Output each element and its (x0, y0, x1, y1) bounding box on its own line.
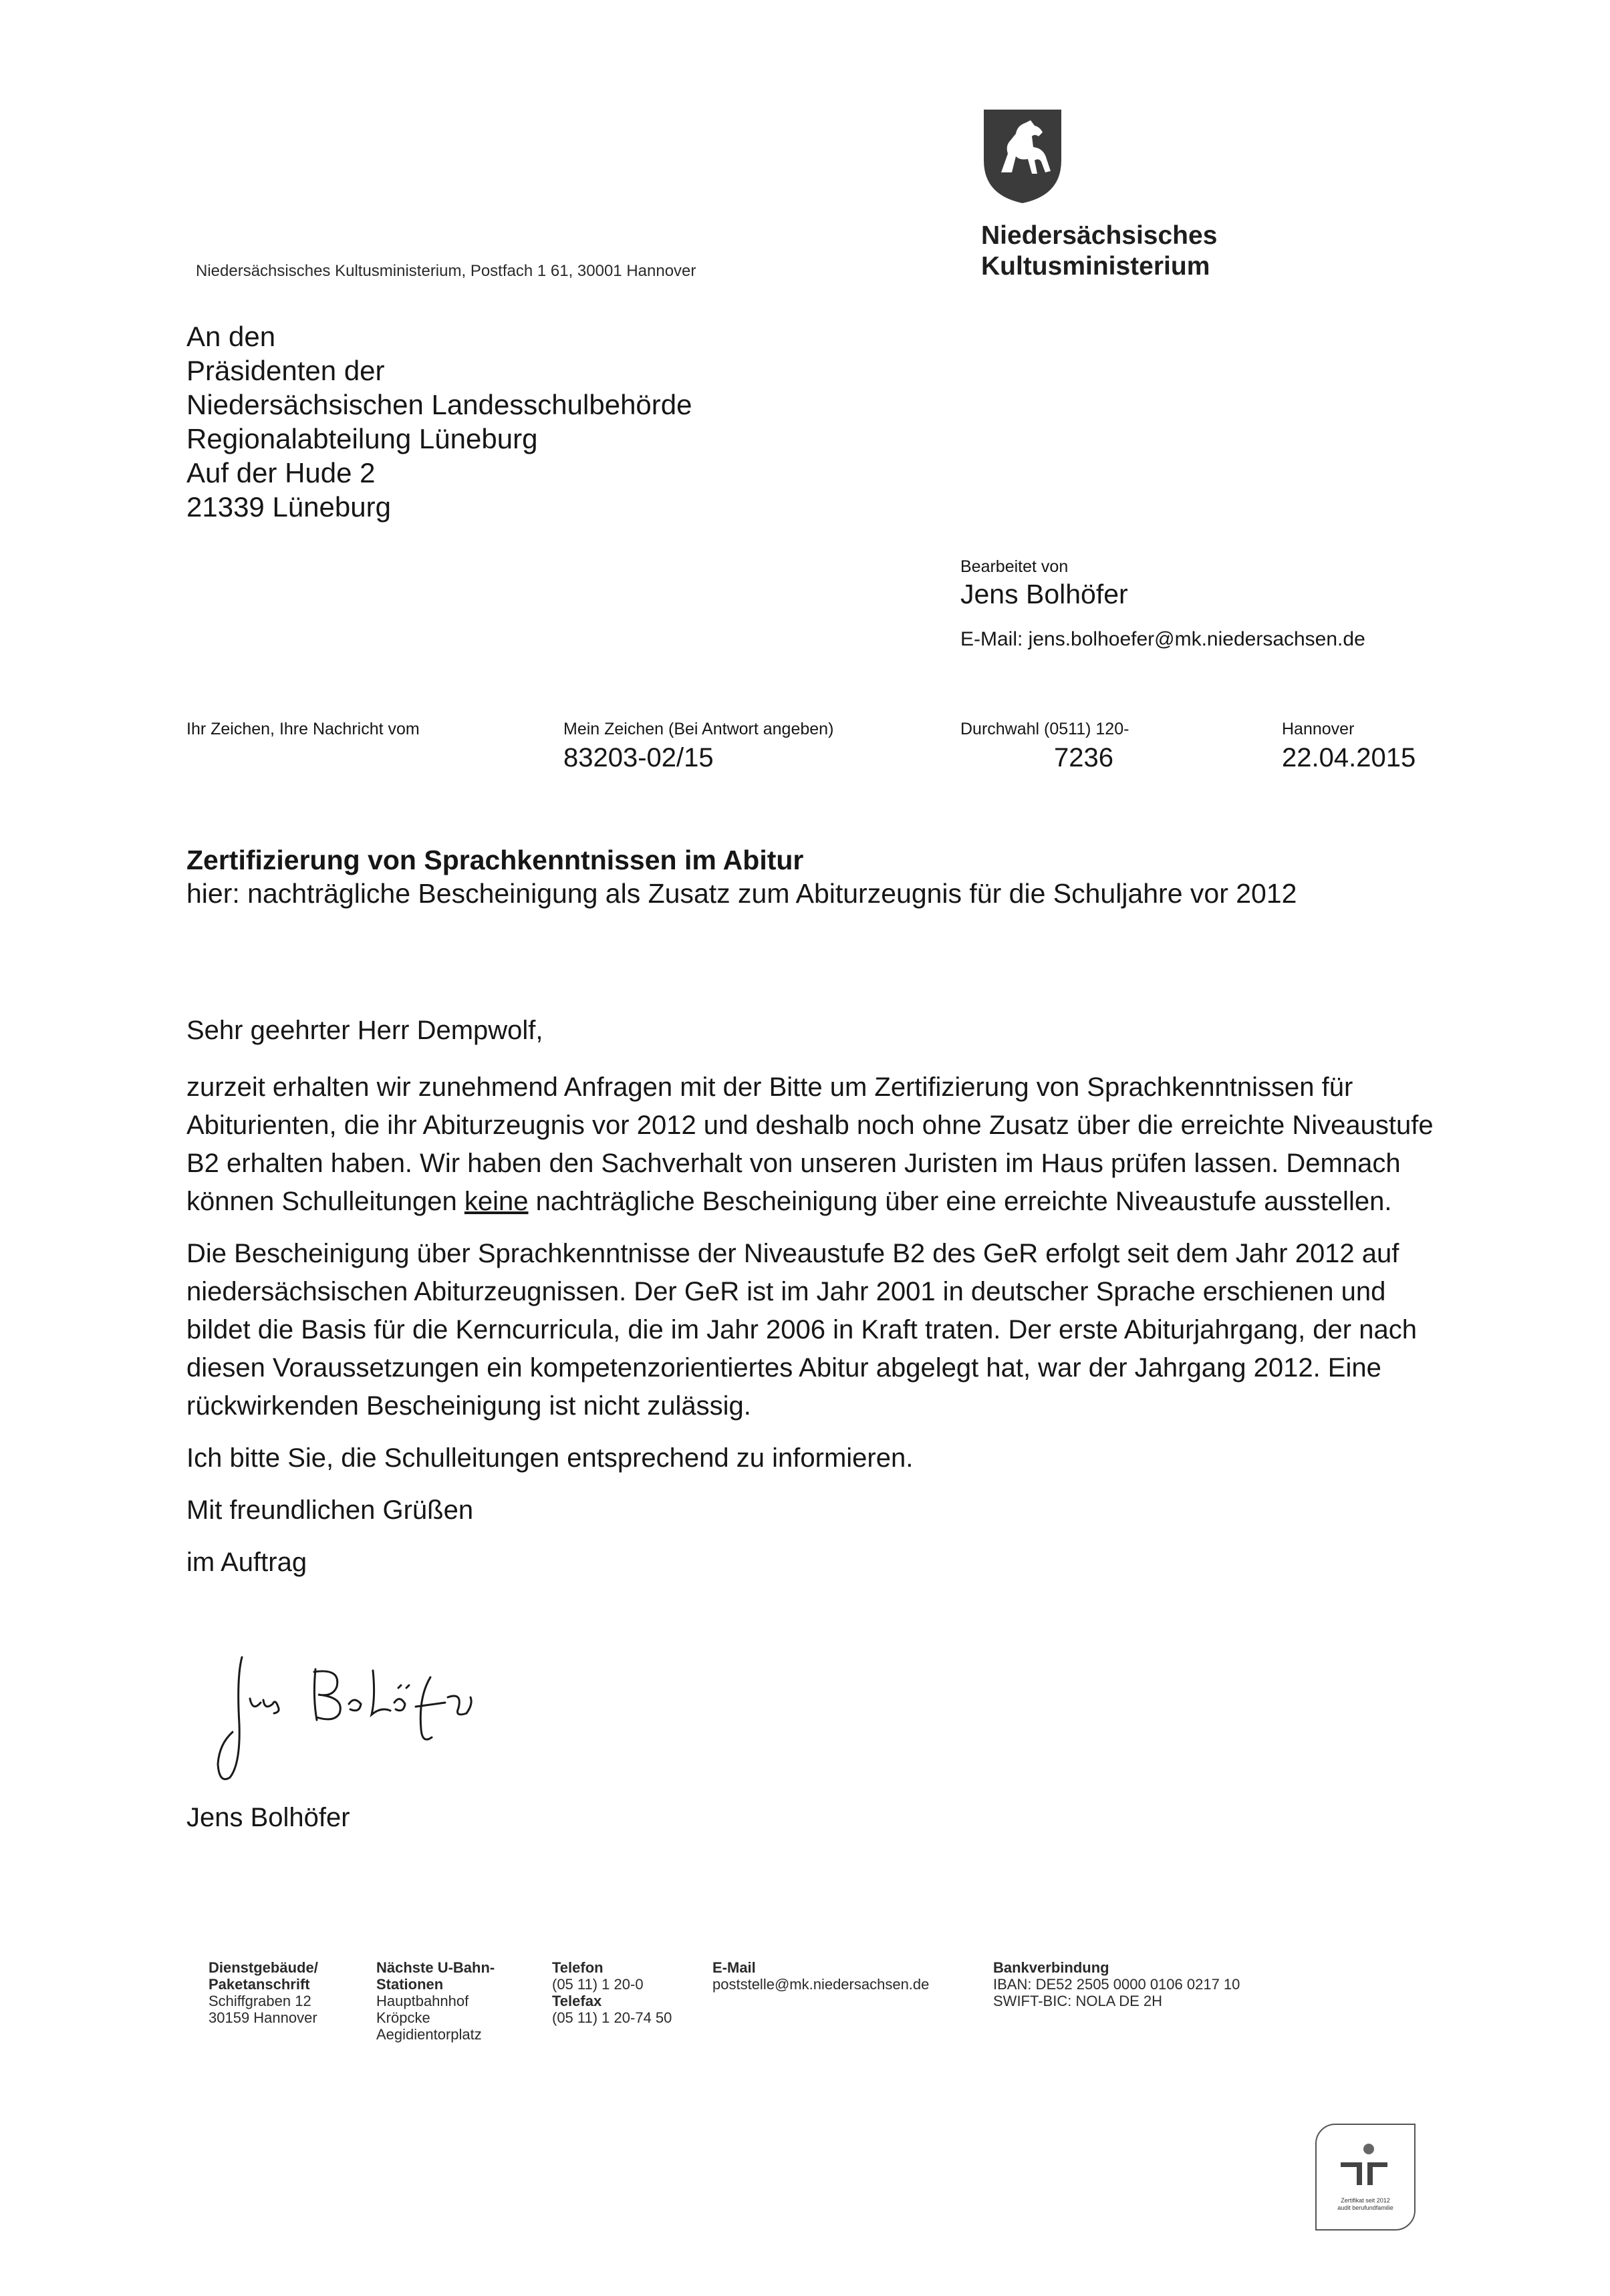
sender-address-line: Niedersächsisches Kultusministerium, Postfach 1 61, 30001 Hannover (196, 262, 696, 280)
footer-email-value: poststelle@mk.niedersachsen.de (712, 1976, 930, 1993)
footer-bank-iban: IBAN: DE52 2505 0000 0106 0217 10 (993, 1976, 1240, 1993)
footer-subway-line-1: Hauptbahnhof (376, 1993, 469, 2009)
coat-of-arms-logo (981, 107, 1064, 204)
ministry-name-line2: Kultusministerium (981, 252, 1210, 281)
my-reference-value: 83203-02/15 (563, 743, 714, 772)
footer-phone-value: (05 11) 1 20-0 (552, 1976, 644, 1993)
badge-caption (1317, 2197, 1414, 2212)
footer-phone-heading: Telefon (552, 1959, 603, 1976)
footer-subway-heading-1: Nächste U-Bahn- (376, 1959, 495, 1976)
your-reference-label: Ihr Zeichen, Ihre Nachricht vom (186, 720, 420, 738)
footer-fax-value: (05 11) 1 20-74 50 (552, 2009, 672, 2026)
closing: Mit freundlichen Grüßen (186, 1495, 474, 1525)
footer-fax-heading: Telefax (552, 1993, 602, 2009)
letter-body (186, 1012, 1450, 1596)
letter-date: 22.04.2015 (1282, 743, 1416, 772)
recipient-line: Regionalabteilung Lüneburg (186, 423, 538, 454)
recipient-line: Niedersächsischen Landesschulbehörde (186, 389, 692, 420)
body-paragraph-1-part-a: zurzeit erhalten wir zunehmend Anfragen mit der Bitte um Zertifizierung von Sprachkenntnissen für Abiturienten, die ihr Abiturzeugnis vor 2012 und deshalb noch ohne Zusatz über die erreichte Niveaustufe B2 erhalten haben. Wir haben den Sachverhalt von unseren Juristen im Haus prüfen lassen. Demnach können Schulleitungen (186, 1072, 1434, 1216)
recipient-line: Präsidenten der (186, 355, 385, 386)
footer-subway-line-3: Aegidientorplatz (376, 2026, 482, 2043)
body-paragraph-2: Die Bescheinigung über Sprachkenntnisse der Niveaustufe B2 des GeR erfolgt seit dem Jahr 2012 auf niedersächsischen Abiturzeugnissen. Der GeR ist im Jahr 2001 in deutscher Sprache erschienen und bildet die Basis für die Kerncurricula, die im Jahr 2006 in Kraft traten. Der erste Abiturjahrgang, der nach diesen Voraussetzungen ein kompetenzorientiertes Abitur abgelegt hat, war der Jahrgang 2012. Eine rückwirkenden Bescheinigung ist nicht zulässig. (186, 1239, 1417, 1421)
footer-phone-fax (552, 1959, 672, 2026)
footer-subway-stations (376, 1959, 495, 2043)
recipient-address (186, 319, 692, 524)
badge-caption-line-1: Zertifikat seit 2012 (1341, 2197, 1390, 2204)
footer-office-line-1: Schiffgraben 12 (209, 1993, 311, 2009)
processed-by-email: E-Mail: jens.bolhoefer@mk.niedersachsen.de (960, 628, 1365, 650)
footer-office-heading-1: Dienstgebäude/ (209, 1959, 318, 1976)
subject-subtitle: hier: nachträgliche Bescheinigung als Zusatz zum Abiturzeugnis für die Schuljahre vor 2012 (186, 878, 1297, 909)
audit-logo-icon (1337, 2142, 1394, 2189)
footer-office-line-2: 30159 Hannover (209, 2009, 317, 2026)
letter-subject (186, 843, 1297, 910)
ministry-name-line1: Niedersächsisches (981, 221, 1218, 250)
footer-email (712, 1959, 929, 1993)
footer-bank-details (993, 1959, 1240, 2009)
recipient-line: Auf der Hude 2 (186, 457, 376, 488)
processed-by-label: Bearbeitet von (960, 557, 1069, 576)
footer-office-address (209, 1959, 318, 2026)
my-reference-label: Mein Zeichen (Bei Antwort angeben) (563, 720, 834, 738)
signatory-name: Jens Bolhöfer (186, 1803, 350, 1832)
subject-title: Zertifizierung von Sprachkenntnissen im Abitur (186, 845, 804, 875)
footer-bank-heading: Bankverbindung (993, 1959, 1109, 1976)
footer-subway-line-2: Kröpcke (376, 2009, 430, 2026)
phone-extension-label: Durchwahl (0511) 120- (960, 720, 1129, 738)
body-paragraph-1-part-b: nachträgliche Bescheinigung über eine erreichte Niveaustufe ausstellen. (528, 1187, 1392, 1216)
phone-extension-value: 7236 (1054, 743, 1113, 772)
body-paragraph-3: Ich bitte Sie, die Schulleitungen entsprechend zu informieren. (186, 1443, 914, 1473)
footer-subway-heading-2: Stationen (376, 1976, 444, 1993)
footer-office-heading-2: Paketanschrift (209, 1976, 310, 1993)
recipient-line: 21339 Lüneburg (186, 491, 391, 523)
badge-caption-line-2: audit berufundfamilie (1337, 2204, 1393, 2211)
on-behalf: im Auftrag (186, 1548, 307, 1577)
recipient-line: An den (186, 321, 276, 352)
emphasized-word: keine (464, 1187, 529, 1216)
place-label: Hannover (1282, 720, 1355, 738)
handwritten-signature (200, 1651, 508, 1784)
footer-bank-bic: SWIFT-BIC: NOLA DE 2H (993, 1993, 1163, 2009)
body-paragraph-1 (186, 1068, 1450, 1221)
processed-by-name: Jens Bolhöfer (960, 579, 1128, 609)
family-audit-certificate-badge (1315, 2124, 1416, 2231)
salutation: Sehr geehrter Herr Dempwolf, (186, 1016, 543, 1045)
ministry-name (981, 221, 1217, 282)
footer-email-heading: E-Mail (712, 1959, 756, 1976)
